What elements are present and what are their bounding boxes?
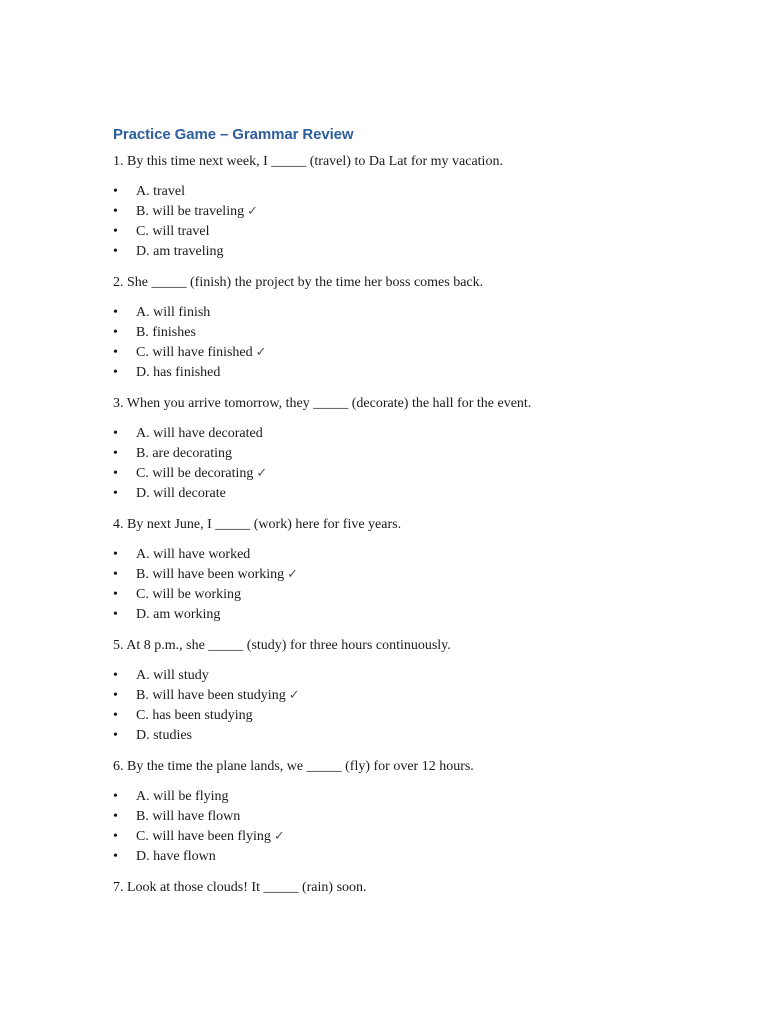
option-list xyxy=(113,424,733,504)
check-mark-icon: ✓ xyxy=(256,466,268,481)
option-list xyxy=(113,787,733,867)
option-label: C. has been studying xyxy=(136,708,253,723)
option-list xyxy=(113,545,733,625)
option-item xyxy=(113,585,733,605)
option-label: D. studies xyxy=(136,728,192,743)
option-item xyxy=(113,565,733,585)
option-item xyxy=(113,726,733,746)
option-label: D. have flown xyxy=(136,849,216,864)
option-label: B. will be traveling xyxy=(136,204,245,219)
option-list xyxy=(113,666,733,746)
option-item xyxy=(113,706,733,726)
option-label: A. will be flying xyxy=(136,789,229,804)
check-mark-icon: ✓ xyxy=(273,829,285,844)
option-item xyxy=(113,202,733,222)
option-list xyxy=(113,182,733,262)
option-item xyxy=(113,827,733,847)
option-item xyxy=(113,343,733,363)
option-label: A. will have decorated xyxy=(136,426,263,441)
option-item xyxy=(113,424,733,444)
option-label: D. will decorate xyxy=(136,486,226,501)
question-text: 2. She _____ (finish) the project by the time her boss comes back. xyxy=(113,275,484,290)
option-label: D. has finished xyxy=(136,365,221,380)
option-item xyxy=(113,182,733,202)
document-page xyxy=(113,124,733,898)
option-label: D. am working xyxy=(136,607,221,622)
question-text: 3. When you arrive tomorrow, they _____ (decorate) the hall for the event. xyxy=(113,396,532,411)
option-item xyxy=(113,242,733,262)
option-label: C. will travel xyxy=(136,224,210,239)
option-label: A. will study xyxy=(136,668,209,683)
option-label: D. am traveling xyxy=(136,244,224,259)
question-text: 1. By this time next week, I _____ (travel) to Da Lat for my vacation. xyxy=(113,154,503,169)
option-item xyxy=(113,686,733,706)
option-label: B. will have been studying xyxy=(136,688,286,703)
option-label: B. are decorating xyxy=(136,446,233,461)
option-item xyxy=(113,787,733,807)
option-item xyxy=(113,605,733,625)
option-item xyxy=(113,545,733,565)
option-label: C. will be working xyxy=(136,587,241,602)
option-label: C. will have been flying xyxy=(136,829,271,844)
option-item xyxy=(113,444,733,464)
option-item xyxy=(113,222,733,242)
question-list xyxy=(113,152,733,898)
option-label: B. will have been working xyxy=(136,567,285,582)
question-text: 5. At 8 p.m., she _____ (study) for three hours continuously. xyxy=(113,638,451,653)
option-item xyxy=(113,464,733,484)
option-item xyxy=(113,363,733,383)
question-text: 6. By the time the plane lands, we _____ (fly) for over 12 hours. xyxy=(113,759,474,774)
option-item xyxy=(113,847,733,867)
check-mark-icon: ✓ xyxy=(288,688,300,703)
question-text: 7. Look at those clouds! It _____ (rain) soon. xyxy=(113,880,367,895)
option-label: A. will have worked xyxy=(136,547,251,562)
check-mark-icon: ✓ xyxy=(287,567,299,582)
option-label: B. will have flown xyxy=(136,809,241,824)
option-label: A. will finish xyxy=(136,305,211,320)
option-label: B. finishes xyxy=(136,325,196,340)
option-item xyxy=(113,484,733,504)
check-mark-icon: ✓ xyxy=(255,345,267,360)
option-item xyxy=(113,807,733,827)
option-item xyxy=(113,303,733,323)
option-label: C. will be decorating xyxy=(136,466,254,481)
option-list xyxy=(113,303,733,383)
option-label: C. will have finished xyxy=(136,345,253,360)
question-text: 4. By next June, I _____ (work) here for five years. xyxy=(113,517,402,532)
option-item xyxy=(113,666,733,686)
option-label: A. travel xyxy=(136,184,185,199)
option-item xyxy=(113,323,733,343)
check-mark-icon: ✓ xyxy=(247,204,258,219)
page-title: Practice Game – Grammar Review xyxy=(113,126,354,143)
